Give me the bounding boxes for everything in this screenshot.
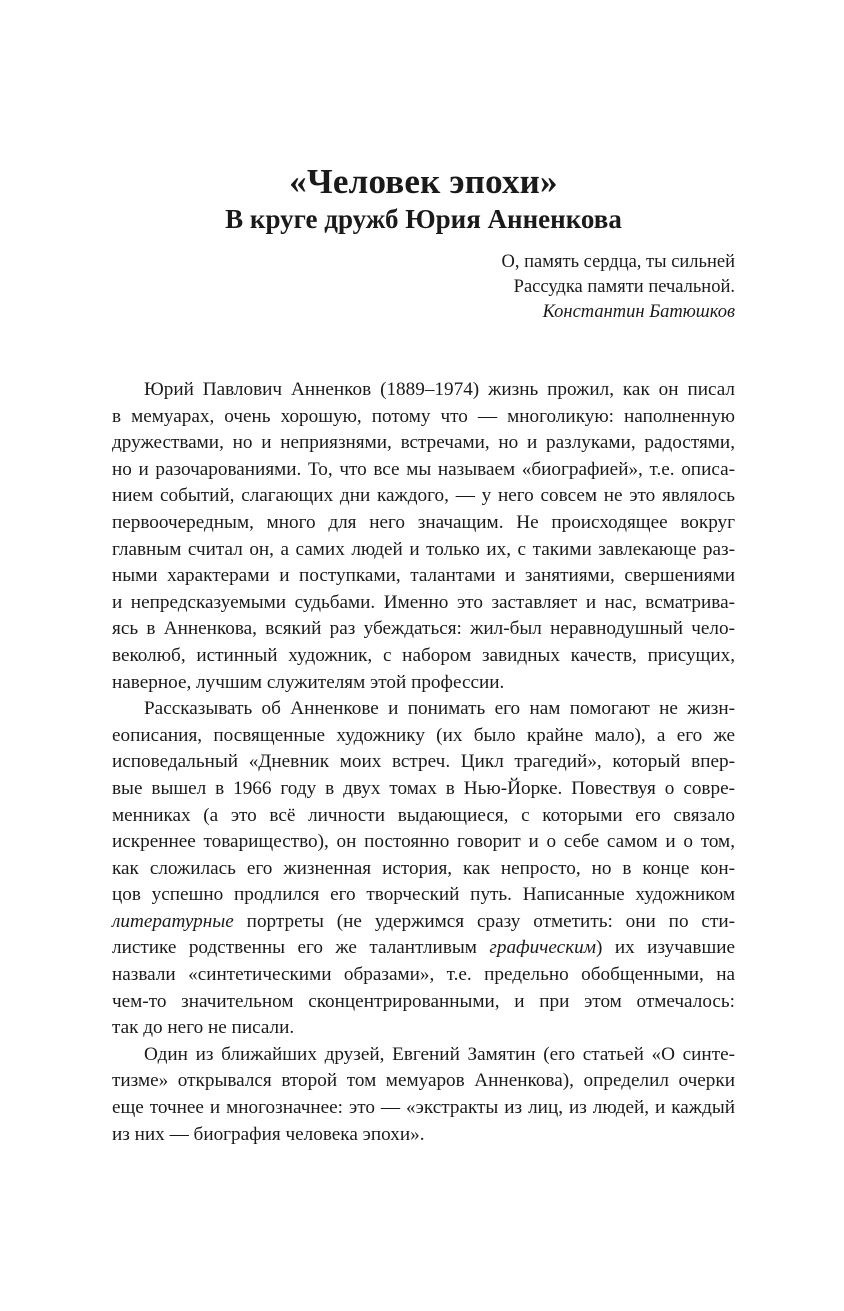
text-line: назвали «синтетическими образами», т.е. предельно обобщенными, на [112, 964, 735, 986]
text-line: веколюб, истинный художник, с набором завидных качеств, присущих, [112, 644, 735, 666]
text-line: исповедальный «Дневник моих встреч. Цикл трагедий», который впер- [112, 751, 735, 773]
text-fragment: листике родственны его же талантливым [112, 937, 490, 959]
text-line: вые вышел в 1966 году в двух томах в Нью-Йорке. Повествуя о совре- [112, 777, 735, 799]
text-line: тизме» открывался второй том мемуаров Анненкова), определил очерки [112, 1070, 735, 1092]
text-line: искреннее товарищество), он постоянно говорит и о себе самом и о том, [112, 831, 735, 853]
text-line: в мемуарах, очень хорошую, потому что — многоликую: наполненную [112, 405, 735, 427]
text-line: наверное, лучшим служителям этой профессии. [112, 671, 505, 693]
text-line: чем-то значительном сконцентрированными, и при этом отмечалось: [112, 990, 735, 1012]
text-line: первоочередным, много для него значащим. Не происходящее вокруг [112, 511, 735, 533]
text-fragment: ) их изучавшие [596, 937, 736, 959]
paragraph-1 [112, 377, 735, 696]
page [112, 0, 735, 1148]
text-line: Один из ближайших друзей, Евгений Замятин (его статьей «О синте- [144, 1043, 735, 1065]
text-fragment: портреты (не удержимся сразу отметить: они по сти- [233, 910, 735, 932]
epigraph-line-2: Рассудка памяти печальной. [513, 277, 735, 297]
text-line: и непредсказуемыми судьбами. Именно это заставляет и нас, всматрива- [112, 591, 735, 613]
text-line: цов успешно продлился его творческий путь. Написанные художником [112, 884, 735, 906]
chapter-subtitle: В круге дружб Юрия Анненкова [225, 204, 622, 234]
text-line: так до него не писали. [112, 1017, 295, 1039]
italic-word-literaturnye: литературные [112, 910, 234, 932]
epigraph [112, 250, 735, 325]
text-line: главным считал он, а самих людей и только их, с такими завлекающе раз- [112, 538, 735, 560]
epigraph-author: Константин Батюшков [542, 302, 735, 322]
text-line: менниках (а это всё личности выдающиеся, с которыми его связало [112, 804, 735, 826]
chapter-title: «Человек эпохи» [289, 162, 558, 201]
text-line: Рассказывать об Анненкове и понимать его нам помогают не жизн- [144, 698, 735, 720]
italic-word-graficheskim: графическим [489, 937, 597, 959]
text-line: нием событий, слагающих дни каждого, — у него совсем не это являлось [112, 485, 735, 507]
text-line [112, 935, 735, 962]
text-line: Юрий Павлович Анненков (1889–1974) жизнь прожил, как он писал [144, 379, 735, 400]
text-line: ными характерами и поступками, талантами и занятиями, свершениями [112, 565, 735, 587]
text-line [112, 909, 735, 936]
text-line: еописания, посвященные художнику (их было крайне мало), а его же [112, 724, 735, 746]
text-line: дружествами, но и неприязнями, встречами, но и разлуками, радостями, [112, 432, 735, 454]
paragraph-3 [112, 1042, 735, 1148]
epigraph-line-1: О, память сердца, ты сильней [501, 252, 735, 272]
body-text [112, 377, 735, 1148]
text-line: из них — биография человека эпохи». [112, 1123, 425, 1145]
text-line: как сложилась его жизненная история, как непросто, но в конце кон- [112, 857, 735, 879]
text-line: но и разочарованиями. То, что все мы называем «биографией», т.е. описа- [112, 458, 735, 480]
text-line: ясь в Анненкова, всякий раз убеждаться: жил-был неравнодушный чело- [112, 618, 735, 640]
paragraph-2 [112, 696, 735, 1042]
text-line: еще точнее и многозначнее: это — «экстракты из лиц, из людей, и каждый [112, 1097, 735, 1119]
